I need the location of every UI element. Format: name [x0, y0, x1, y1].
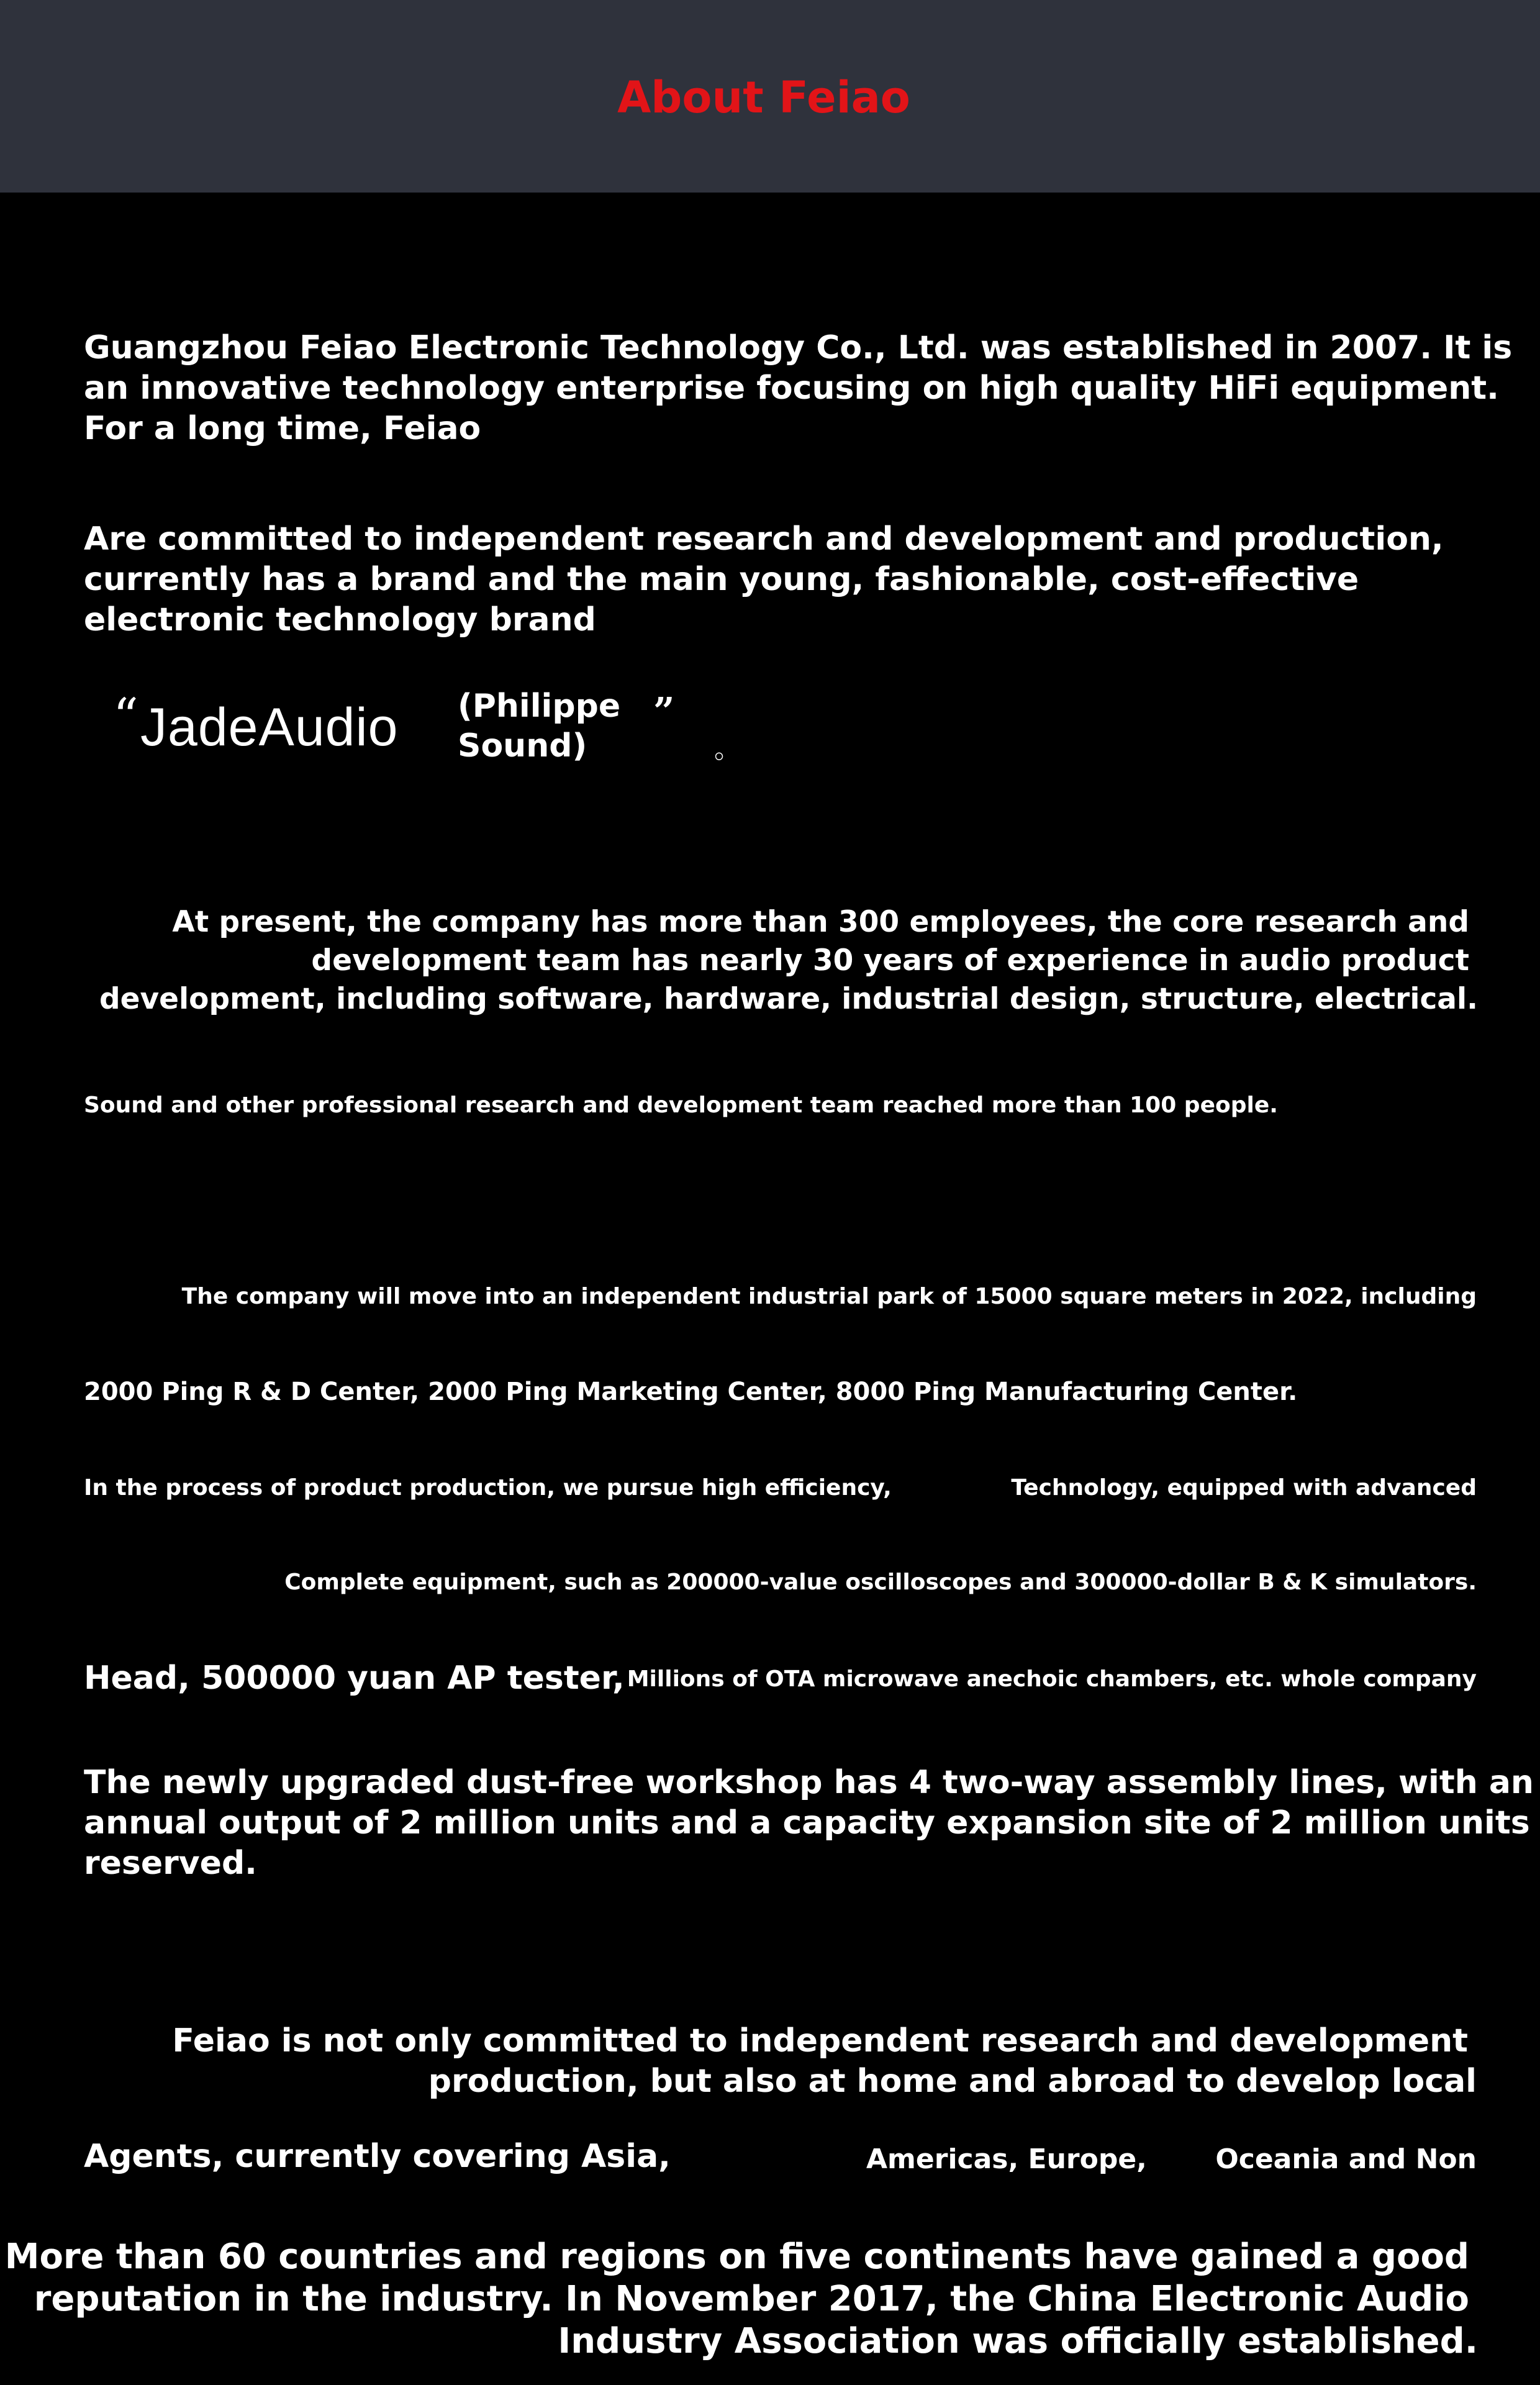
coverage-right: Oceania and Non	[1215, 2143, 1477, 2175]
commitment-line-1: Are committed to independent research and development and production,	[84, 520, 1444, 558]
agents-paragraph	[172, 2021, 1477, 2102]
brand-subtitle-line-1: (Philippe	[458, 688, 621, 725]
workshop-line-2: annual output of 2 million units and a capacity expansion site of 2 million units	[84, 1804, 1530, 1842]
commitment-paragraph	[84, 519, 1444, 640]
rd-team-paragraph: Sound and other professional research and development team reached more than 100 people.	[84, 1093, 1278, 1118]
page-header	[0, 0, 1540, 193]
brand-open-quote: “	[113, 688, 138, 745]
employees-line-1: At present, the company has more than 300 employees, the core research and	[172, 905, 1469, 939]
production-right: Technology, equipped with advanced	[1011, 1475, 1477, 1501]
intro-line-3: For a long time, Feiao	[84, 410, 481, 447]
employees-line-2: development team has nearly 30 years of experience in audio product	[311, 943, 1469, 978]
reputation-line-1: More than 60 countries and regions on five continents have gained a good	[4, 2237, 1469, 2277]
coverage-left: Agents, currently covering Asia,	[84, 2138, 671, 2175]
reputation-line-3: Industry Association was officially established.	[558, 2321, 1478, 2361]
workshop-line-3: reserved.	[84, 1845, 257, 1882]
brand-statement	[113, 686, 796, 779]
production-left: In the process of product production, we pursue high efficiency,	[84, 1475, 892, 1501]
tester-right: Millions of OTA microwave anechoic chambers, etc. whole company	[627, 1666, 1477, 1692]
tester-left: Head, 500000 yuan AP tester,	[84, 1660, 625, 1697]
equipment-paragraph: Complete equipment, such as 200000-value oscilloscopes and 300000-dollar B & K simulators.	[284, 1570, 1477, 1595]
brand-subtitle	[458, 686, 620, 766]
employees-paragraph	[99, 903, 1478, 1019]
agents-line-2: production, but also at home and abroad to develop local	[428, 2063, 1477, 2100]
intro-paragraph	[84, 328, 1512, 449]
brand-period: 。	[714, 733, 741, 765]
coverage-middle: Americas, Europe,	[866, 2143, 1147, 2175]
employees-line-3: development, including software, hardware, industrial design, structure, electrical.	[99, 982, 1478, 1016]
brand-close-quote: ”	[653, 690, 675, 734]
commitment-line-3: electronic technology brand	[84, 601, 596, 638]
brand-name: JadeAudio	[140, 697, 399, 757]
workshop-line-1: The newly upgraded dust-free workshop has 4 two-way assembly lines, with an	[84, 1764, 1534, 1801]
brand-subtitle-line-2: Sound)	[458, 727, 587, 765]
workshop-paragraph	[84, 1763, 1534, 1884]
reputation-line-2: reputation in the industry. In November 2017, the China Electronic Audio	[34, 2279, 1469, 2319]
reputation-paragraph	[5, 2236, 1478, 2363]
agents-line-1: Feiao is not only committed to independent research and development	[172, 2022, 1468, 2060]
intro-line-2: an innovative technology enterprise focusing on high quality HiFi equipment.	[84, 370, 1499, 407]
industrial-park-paragraph: The company will move into an independent industrial park of 15000 square meters in 2022, including	[181, 1284, 1477, 1309]
page-title: About Feiao	[617, 72, 910, 123]
centers-paragraph: 2000 Ping R & D Center, 2000 Ping Marketing Center, 8000 Ping Manufacturing Center.	[84, 1378, 1298, 1406]
intro-line-1: Guangzhou Feiao Electronic Technology Co., Ltd. was established in 2007. It is	[84, 329, 1513, 366]
commitment-line-2: currently has a brand and the main young, fashionable, cost-effective	[84, 561, 1359, 598]
